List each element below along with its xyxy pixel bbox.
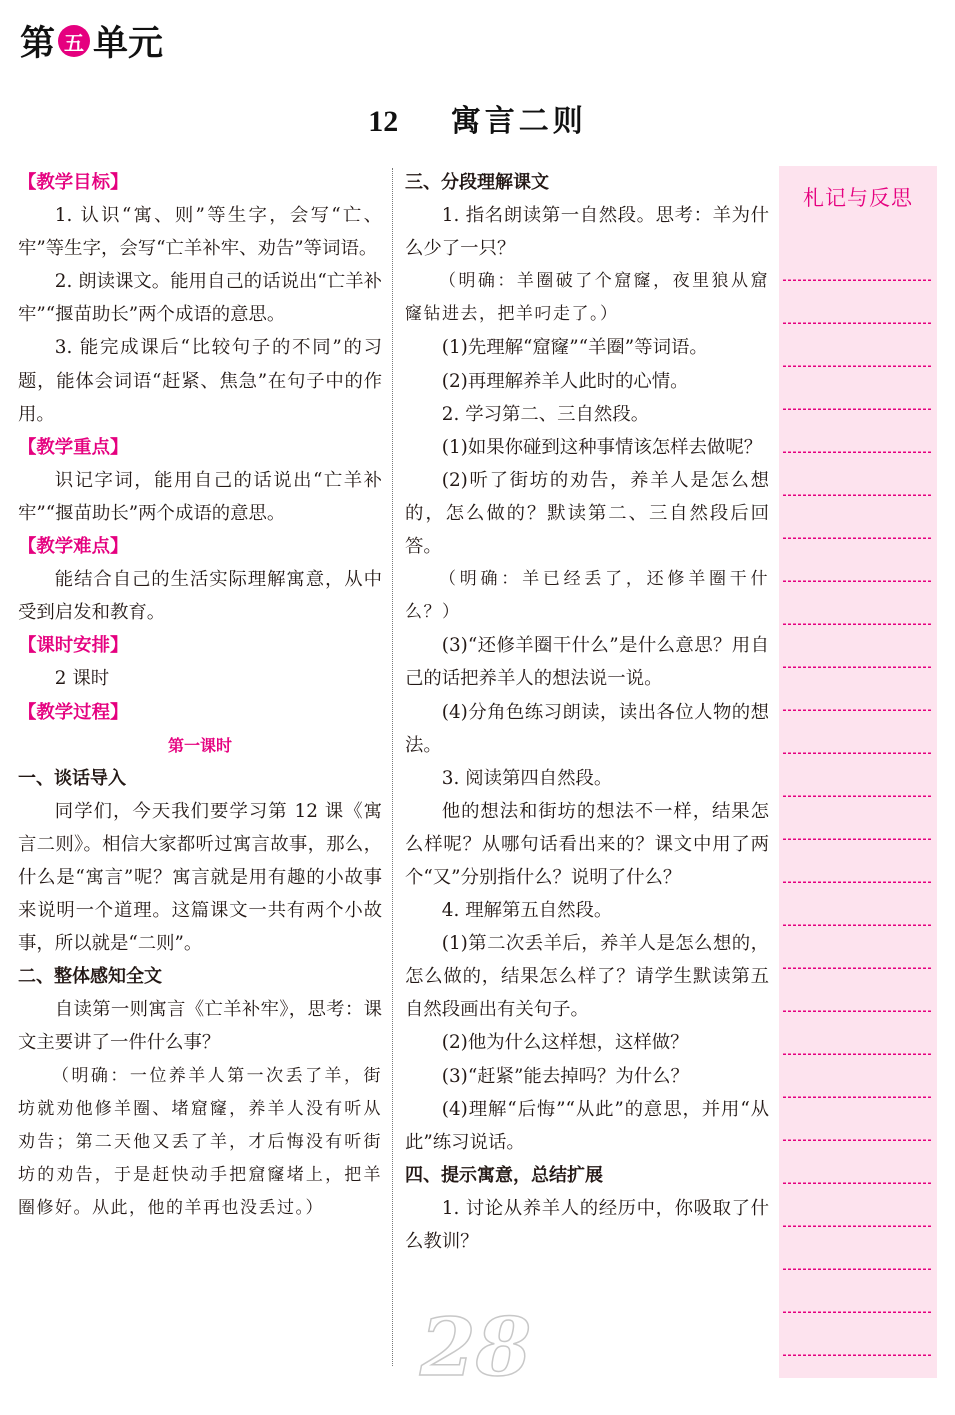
step-text: (4)分角色练习朗读，读出各位人物的想法。 <box>405 701 769 756</box>
lesson-number: 12 <box>368 105 399 138</box>
schedule-tag: 【课时安排】 <box>18 635 129 657</box>
section-text: 自读第一则寓言《亡羊补牢》，思考：课文主要讲了一件什么事？ <box>18 999 382 1054</box>
unit-number-badge: 五 <box>58 25 90 57</box>
step-text: (4)理解“后悔”“从此”的意思，并用“从此”练习说话。 <box>405 1098 769 1153</box>
lesson-title <box>0 96 955 140</box>
section-heading: 二、整体感知全文 <box>18 966 162 988</box>
section-heading: 三、分段理解课文 <box>405 172 549 193</box>
left-column <box>18 166 382 1225</box>
lesson-name: 寓言二则 <box>450 104 587 139</box>
step-text: 他的想法和街坊的想法不一样，结果怎么样呢？从哪句话看出来的？课文中用了两个“又”分别指什么？说明了什么？ <box>405 800 769 888</box>
step-text: 1. 指名朗读第一自然段。思考：羊为什么少了一只？ <box>405 205 769 260</box>
section-text: 同学们，今天我们要学习第 12 课《寓言二则》。相信大家都听过寓言故事，那么，什么是“寓言”呢？寓言就是用有趣的小故事来说明一个道理。这篇课文一共有两个小故事，所以就是“二则”。 <box>18 800 382 955</box>
unit-suffix: 单元 <box>93 24 164 64</box>
goals-tag: 【教学目标】 <box>18 172 129 193</box>
notes-ruled-lines <box>783 238 933 1378</box>
middle-column <box>405 166 769 1258</box>
key-text: 识记字词，能用自己的话说出“亡羊补牢”“揠苗助长”两个成语的意思。 <box>18 469 382 524</box>
step-text: 2. 学习第二、三自然段。 <box>441 403 650 425</box>
step-text: (1)第二次丢羊后，养羊人是怎么想的，怎么做的，结果怎么样了？请学生默读第五自然段画出有关句子。 <box>405 933 769 1021</box>
answer-note: （明确：羊已经丢了，还修羊圈干什么？） <box>405 569 769 623</box>
notes-panel <box>779 166 937 1378</box>
step-text: (1)先理解“窟窿”“羊圈”等词语。 <box>441 337 708 359</box>
answer-note: （明确：一位养羊人第一次丢了羊，街坊就劝他修羊圈、堵窟窿，养羊人没有听从劝告；第二天他又丢了羊，才后悔没有听街坊的劝告，于是赶快动手把窟窿堵上，把羊圈修好。从此，他的羊再也没丢过。） <box>18 1065 382 1218</box>
step-text: (2)听了街坊的劝告，养羊人是怎么想的，怎么做的？默读第二、三自然段后回答。 <box>405 469 769 558</box>
step-text: 4. 理解第五自然段。 <box>441 900 613 922</box>
column-divider <box>392 168 393 1366</box>
step-text: 1. 讨论从养羊人的经历中，你吸取了什么教训？ <box>405 1197 769 1252</box>
process-tag: 【教学过程】 <box>18 701 129 723</box>
unit-header <box>20 18 163 64</box>
notes-title: 札记与反思 <box>803 186 913 210</box>
goal-item: 3. 能完成课后“比较句子的不同”的习题，能体会词语“赶紧、焦急”在句子中的作用。 <box>18 337 382 425</box>
difficulty-text: 能结合自己的生活实际理解寓意，从中受到启发和教育。 <box>18 569 382 624</box>
period-title: 第一课时 <box>167 735 232 755</box>
answer-note: （明确：羊圈破了个窟窿，夜里狼从窟窿钻进去，把羊叼走了。） <box>405 271 769 325</box>
unit-prefix: 第 <box>20 24 56 64</box>
page-number: 28 <box>420 1300 532 1394</box>
key-tag: 【教学重点】 <box>18 436 129 458</box>
goal-item: 1. 认识“寓、则”等生字，会写“亡、牢”等生字，会写“亡羊补牢、劝告”等词语。 <box>18 205 382 260</box>
step-text: 3. 阅读第四自然段。 <box>441 767 613 789</box>
section-heading: 四、提示寓意，总结扩展 <box>405 1164 603 1186</box>
goal-item: 2. 朗读课文。能用自己的话说出“亡羊补牢”“揠苗助长”两个成语的意思。 <box>18 271 382 326</box>
step-text: (2)再理解养羊人此时的心情。 <box>441 370 689 392</box>
step-text: (3)“赶紧”能去掉吗？为什么？ <box>441 1065 689 1087</box>
schedule-text: 2 课时 <box>54 668 110 690</box>
step-text: (3)“还修羊圈干什么”是什么意思？用自己的话把养羊人的想法说一说。 <box>405 635 769 690</box>
step-text: (2)他为什么这样想，这样做？ <box>441 1032 689 1054</box>
difficulty-tag: 【教学难点】 <box>18 536 129 558</box>
step-text: (1)如果你碰到这种事情该怎样去做呢？ <box>441 436 763 458</box>
section-heading: 一、谈话导入 <box>18 767 126 789</box>
